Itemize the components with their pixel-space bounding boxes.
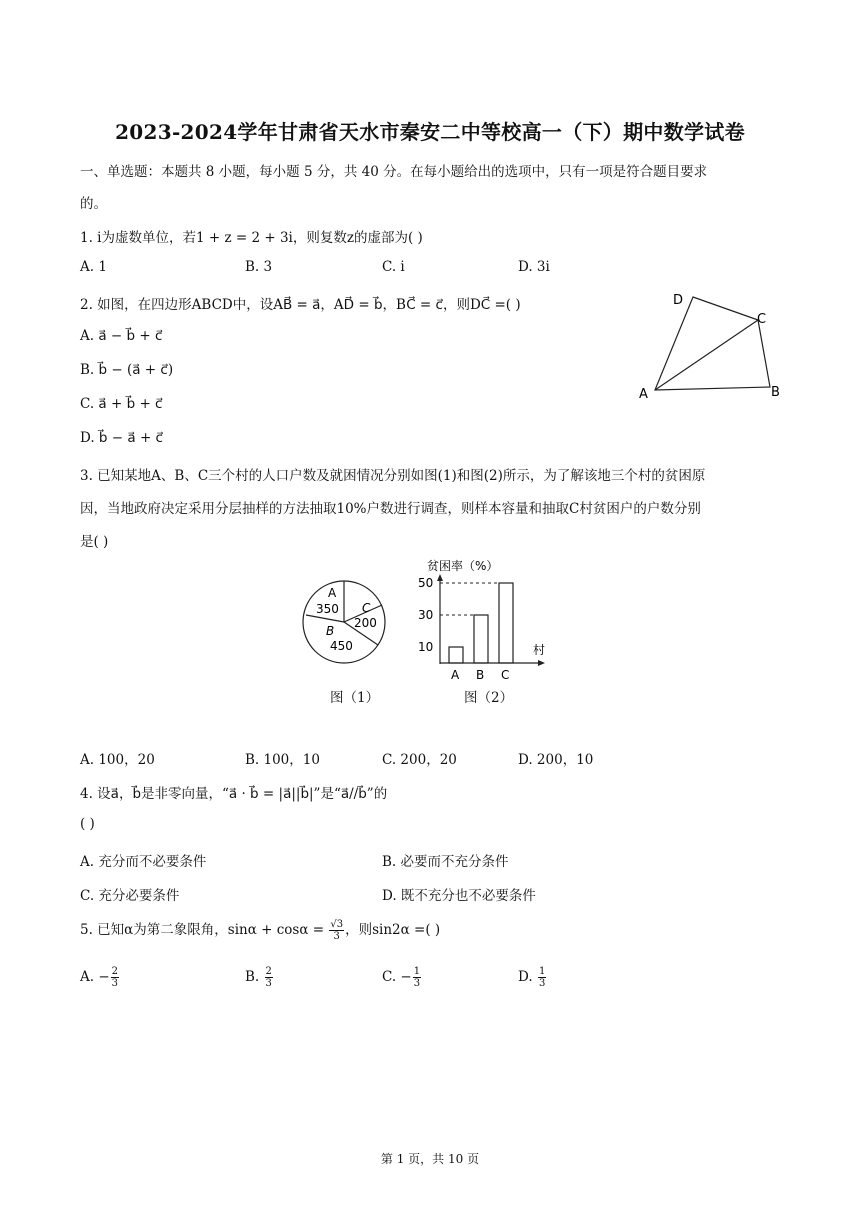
bar-chart-title: 贫困率（%） [427, 559, 499, 573]
x-tick-label-b: B [476, 668, 485, 682]
pie-value-a: 350 [316, 602, 339, 616]
q1-stem: 1. i为虚数单位，若1 + z = 2 + 3i，则复数z的虚部为( ) [80, 230, 423, 246]
q5-stem [80, 918, 440, 942]
x-axis-arrow [538, 660, 545, 666]
pie-label-a: A [328, 586, 337, 600]
q4-option-a: A. 充分而不必要条件 [80, 854, 207, 870]
q5-text-before: 5. 已知α为第二象限角，sinα + cosα = [80, 922, 329, 938]
q5-option-c-prefix: C. − [382, 969, 412, 985]
q4-option-c: C. 充分必要条件 [80, 888, 180, 904]
x-tick-label-c: C [501, 668, 510, 682]
q3-stem-line3: 是( ) [80, 534, 109, 550]
figure-caption-1: 图（1） [330, 690, 380, 706]
pie-chart [296, 575, 396, 670]
q3-option-d: D. 200，10 [518, 752, 594, 768]
q5-option-b-prefix: B. [245, 969, 264, 985]
q2-option-a: A. a⃗ − b⃗ + c⃗ [80, 328, 163, 344]
quadrilateral-outline [655, 297, 770, 390]
q2-option-c: C. a⃗ + b⃗ + c⃗ [80, 396, 163, 412]
page-footer: 第 1 页，共 10 页 [380, 1152, 480, 1166]
bar-chart [412, 556, 562, 686]
x-tick-label-a: A [451, 668, 460, 682]
q4-option-d: D. 既不充分也不必要条件 [382, 888, 536, 904]
q5-option-a-den: 3 [111, 978, 119, 989]
q5-fraction-num: √3 [330, 919, 344, 930]
q3-stem-line1: 3. 已知某地A、B、C三个村的人口户数及就困情况分别如图(1)和图(2)所示，为了解该地三个村的贫困原 [80, 468, 706, 484]
bar-c [499, 583, 513, 663]
q5-text-after: ，则sin2α =( ) [345, 922, 441, 938]
q5-option-c-num: 1 [413, 966, 421, 977]
q1-option-c: C. i [382, 259, 405, 275]
q5-option-a-num: 2 [111, 966, 119, 977]
q2-option-b: B. b⃗ − (a⃗ + c⃗) [80, 362, 174, 378]
bar-a [449, 647, 463, 663]
figure-caption-2: 图（2） [464, 690, 514, 706]
section-heading-line1: 一、单选题：本题共 8 小题，每小题 5 分，共 40 分。在每小题给出的选项中，只有一项是符合题目要求 [80, 164, 708, 180]
y-tick-label: 10 [418, 640, 434, 654]
q4-paren: ( ) [80, 816, 95, 832]
q1-option-a: A. 1 [80, 259, 107, 275]
pie-label-c: C [362, 601, 371, 615]
q4-stem: 4. 设a⃗，b⃗是非零向量，“a⃗ · b⃗ = |a⃗||b⃗|”是“a⃗//b⃗”的 [80, 786, 388, 802]
q5-fraction [329, 919, 344, 942]
y-tick-label: 50 [418, 576, 434, 590]
x-axis-label: 村 [533, 643, 546, 657]
q5-option-d-num: 1 [538, 966, 546, 977]
q5-fraction-den: 3 [333, 931, 340, 942]
page-title: 2023-2024学年甘肃省天水市秦安二中等校高一（下）期中数学试卷 [115, 120, 745, 144]
section-heading-line2: 的。 [80, 196, 107, 212]
q5-option-d-prefix: D. [518, 969, 537, 985]
q5-option-b-num: 2 [265, 966, 272, 977]
q3-option-c: C. 200，20 [382, 752, 457, 768]
q5-option-d [518, 966, 547, 989]
q2-option-d: D. b⃗ − a⃗ + c⃗ [80, 430, 163, 446]
pie-value-b: 450 [330, 639, 353, 653]
q2-stem: 2. 如图，在四边形ABCD中，设AB⃗ = a⃗，AD⃗ = b⃗，BC⃗ = c⃗，则DC⃗ =( ) [80, 297, 521, 313]
q5-option-b-den: 3 [265, 978, 272, 989]
pie-divider-4 [306, 615, 344, 622]
vertex-label-d: D [673, 293, 684, 308]
q5-option-d-den: 3 [538, 978, 546, 989]
pie-label-b: B [326, 624, 335, 638]
q3-option-b: B. 100，10 [245, 752, 320, 768]
vertex-label-c: C [757, 312, 767, 327]
q5-option-a-prefix: A. − [80, 969, 110, 985]
q1-option-b: B. 3 [245, 259, 273, 275]
q5-option-c-den: 3 [413, 978, 421, 989]
pie-value-c: 200 [354, 616, 377, 630]
q5-option-c [382, 966, 422, 989]
y-axis-arrow [437, 574, 443, 581]
q3-stem-line2: 因，当地政府决定采用分层抽样的方法抽取10%户数进行调查，则样本容量和抽取C村贫困户的户数分别 [80, 501, 701, 517]
q1-option-d: D. 3i [518, 259, 550, 275]
diagonal-ac [655, 320, 758, 390]
vertex-label-b: B [771, 385, 780, 400]
q5-option-a [80, 966, 120, 989]
quadrilateral-figure [630, 285, 790, 405]
y-tick-label: 30 [418, 608, 434, 622]
q5-option-b [245, 966, 274, 989]
bar-b [474, 615, 488, 663]
q4-option-b: B. 必要而不充分条件 [382, 854, 509, 870]
q3-option-a: A. 100，20 [80, 752, 155, 768]
vertex-label-a: A [639, 387, 648, 402]
